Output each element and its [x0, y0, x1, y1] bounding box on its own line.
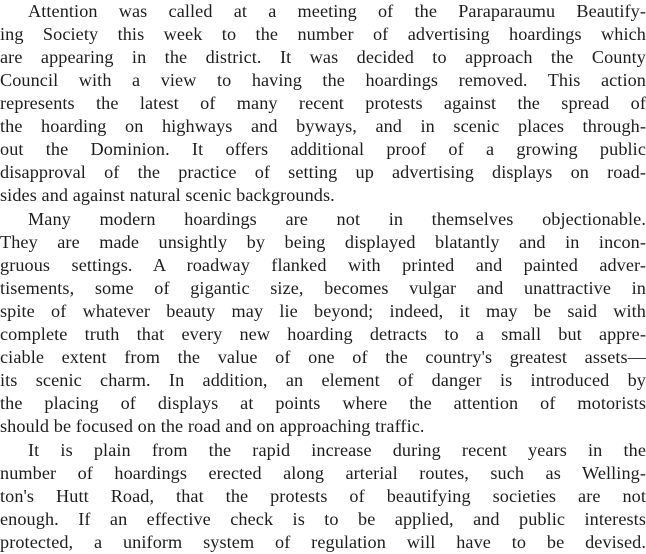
text-line: should be focused on the road and on approaching traffic. [0, 416, 425, 436]
text-line: sides and against natural scenic backgrounds. [0, 185, 335, 205]
text-line: tisements, some of gigantic size, becomes vulgar and unattractive in [0, 278, 646, 298]
text-line: gruous settings. A roadway flanked with printed and painted adver- [0, 255, 646, 275]
text-line: represents the latest of many recent protests against the spread of [0, 93, 646, 113]
text-line: Attention was called at a meeting of the Paraparaumu Beautify- [28, 1, 646, 21]
text-line: ing Society this week to the number of advertising hoardings which [0, 24, 646, 44]
text-line: They are made unsightly by being displayed blatantly and in incon- [0, 232, 646, 252]
text-line: the placing of displays at points where the attention of motorists [0, 393, 646, 413]
text-line: Many modern hoardings are not in themselves objectionable. [28, 209, 646, 229]
text-line: protected, a uniform system of regulation will have to be devised. [0, 532, 646, 552]
text-line: number of hoardings erected along arterial routes, such as Welling- [0, 463, 646, 483]
text-line: its scenic charm. In addition, an element of danger is introduced by [0, 370, 646, 390]
text-line: the hoarding on highways and byways, and in scenic places through- [0, 116, 646, 136]
text-line: ton's Hutt Road, that the protests of beautifying societies are not [0, 486, 646, 506]
text-line: disapproval of the practice of setting up advertising displays on road- [0, 162, 646, 182]
text-line: enough. If an effective check is to be applied, and public interests [0, 509, 646, 529]
text-line: out the Dominion. It offers additional proof of a growing public [0, 139, 646, 159]
text-line: are appearing in the district. It was decided to approach the County [0, 47, 646, 67]
text-line: complete truth that every new hoarding detracts to a small but appre- [0, 324, 646, 344]
text-line: ciable extent from the value of one of the country's greatest assets— [0, 347, 646, 367]
text-line: It is plain from the rapid increase during recent years in the [28, 440, 646, 460]
text-line: Council with a view to having the hoardings removed. This action [0, 70, 646, 90]
text-line: spite of whatever beauty may lie beyond; indeed, it may be said with [0, 301, 646, 321]
